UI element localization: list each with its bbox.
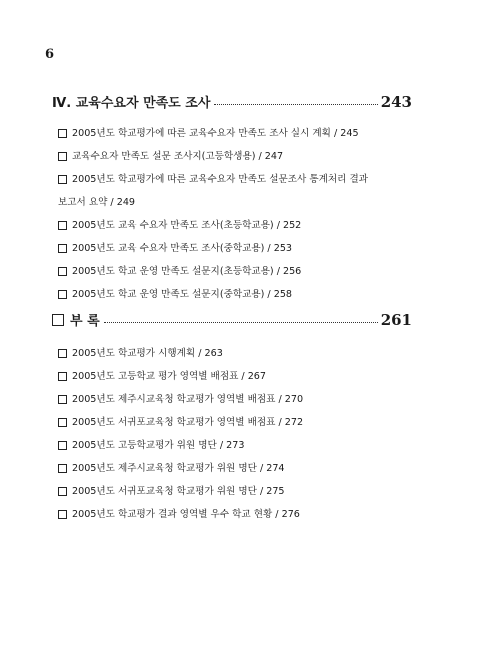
section-page-number: 261	[380, 311, 412, 329]
list-item	[58, 480, 412, 503]
section-iv	[52, 92, 412, 306]
list-item	[58, 122, 412, 145]
item-text: 2005년도 학교 운영 만족도 설문지(초등학교용) / 256	[72, 266, 302, 277]
dot-leader	[104, 322, 378, 323]
list-item	[58, 283, 412, 306]
checkbox-icon	[58, 441, 67, 450]
checkbox-icon	[58, 129, 67, 138]
list-item	[58, 503, 412, 526]
item-text: 2005년도 학교평가 결과 영역별 우수 학교 현황 / 276	[72, 509, 300, 520]
item-list	[52, 342, 412, 526]
item-list	[52, 122, 412, 306]
list-item	[58, 457, 412, 480]
dot-leader	[214, 104, 377, 105]
list-item	[58, 342, 412, 365]
checkbox-icon	[58, 267, 67, 276]
checkbox-icon	[58, 395, 67, 404]
list-item	[58, 411, 412, 434]
item-text: 2005년도 서귀포교육청 학교평가 영역별 배점표 / 272	[72, 417, 304, 428]
page-number: 6	[45, 47, 55, 62]
section-heading	[52, 310, 412, 330]
checkbox-icon	[58, 290, 67, 299]
list-item	[58, 260, 412, 283]
item-text: 2005년도 교육 수요자 만족도 조사(중학교용) / 253	[72, 243, 293, 254]
checkbox-icon	[58, 175, 67, 184]
checkbox-icon	[58, 349, 67, 358]
item-text-continued: 보고서 요약 / 249	[58, 197, 136, 208]
item-text: 2005년도 제주시교육청 학교평가 위원 명단 / 274	[72, 463, 285, 474]
list-item	[58, 237, 412, 260]
list-item	[58, 365, 412, 388]
item-text: 2005년도 서귀포교육청 학교평가 위원 명단 / 275	[72, 486, 285, 497]
item-text: 2005년도 학교평가에 따른 교육수요자 만족도 조사 실시 계획 / 245	[72, 128, 359, 139]
item-text: 2005년도 고등학교평가 위원 명단 / 273	[72, 440, 245, 451]
section-title: Ⅳ. 교육수요자 만족도 조사	[52, 96, 211, 111]
section-title: 부 록	[70, 314, 100, 329]
list-item	[58, 214, 412, 237]
list-item	[58, 168, 412, 214]
list-item	[58, 388, 412, 411]
section-heading	[52, 92, 412, 112]
checkbox-icon	[58, 152, 67, 161]
item-text: 2005년도 교육 수요자 만족도 조사(초등학교용) / 252	[72, 220, 302, 231]
item-text: 2005년도 고등학교 평가 영역별 배점표 / 267	[72, 371, 267, 382]
item-text: 2005년도 학교평가에 따른 교육수요자 만족도 설문조사 통계처리 결과	[72, 174, 368, 185]
checkbox-icon	[58, 418, 67, 427]
checkbox-icon	[58, 244, 67, 253]
checkbox-icon	[58, 372, 67, 381]
item-text: 2005년도 제주시교육청 학교평가 영역별 배점표 / 270	[72, 394, 304, 405]
checkbox-icon	[58, 487, 67, 496]
list-item	[58, 434, 412, 457]
checkbox-icon	[58, 510, 67, 519]
item-text: 2005년도 학교평가 시행계획 / 263	[72, 348, 223, 359]
checkbox-icon	[58, 464, 67, 473]
checkbox-icon	[58, 221, 67, 230]
item-text: 2005년도 학교 운영 만족도 설문지(중학교용) / 258	[72, 289, 293, 300]
item-text: 교육수요자 만족도 설문 조사지(고등학생용) / 247	[72, 151, 284, 162]
list-item	[58, 145, 412, 168]
box-icon	[52, 314, 64, 326]
section-appendix	[52, 310, 412, 526]
section-page-number: 243	[380, 93, 412, 111]
